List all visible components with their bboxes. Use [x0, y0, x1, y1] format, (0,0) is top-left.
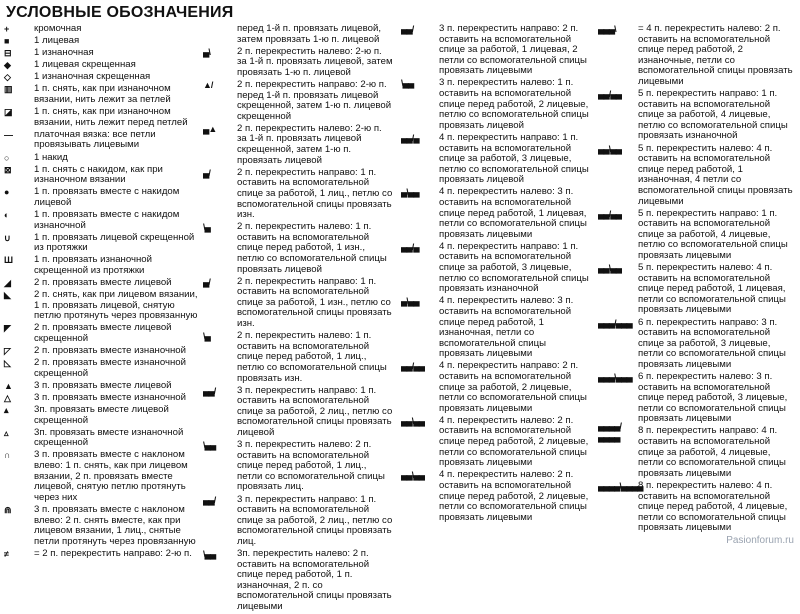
legend-text: 2 п. перекрестить направо: 1 п. оставить на вспомогательной спице за работой, 1 лиц., петлю со вспомогательной спицы провязать изн. [237, 166, 393, 221]
legend-text: 8 п. перекрестить налево: 4 п. оставить на вспомогательной спице перед работой, 4 лицевые, петли со вспомогательной спицы провязать лицевыми [638, 479, 788, 534]
legend-text: 1 изнаночная скрещенная [34, 71, 151, 83]
legend-entry [4, 48, 198, 59]
cable-6-right-icon: ▄▄▄/▄▄▄ [598, 317, 632, 328]
legend-entry [4, 84, 198, 105]
legend-column-3 [401, 24, 591, 525]
cable-5-right-b-icon: ▄▄/▄▄ [598, 208, 622, 219]
cable-5-left-icon: ▄▄\▄▄ [598, 143, 622, 154]
legend-text: 3 п. перекрестить налево: 2 п. оставить на вспомогательной спице перед работой, 1 лиц., петли со вспомогательной спицы провязать лиц. [237, 439, 385, 493]
legend-entry [203, 24, 393, 45]
legend-entry [598, 318, 796, 371]
u-icon: ∪ [4, 232, 10, 243]
watermark: Pasionforum.ru [726, 535, 794, 546]
legend-text: 1 п. провязать вместе с накидом лицевой [34, 186, 180, 208]
cable-4-right-c-icon: ▄▄/▄▄ [401, 361, 425, 372]
legend-text: 2 п. перекрестить налево: 2-ю п. за 1-й п. провязать лицевой, затем провязать 1-ю п. лицевой [237, 45, 393, 78]
legend-text: 6 п. перекрестить направо: 3 п. оставить на вспомогательной спице за работой, 3 лицевые, петли со вспомогательной спицы провязать лицевыми [638, 316, 786, 370]
cable-4-right-b-icon: ▄▄/▄ [401, 241, 419, 252]
legend-text: 2 п. перекрестить направо: 1 п. оставить на вспомогательной спице за работой, 1 изн., петлю со вспомогательной спицы провязать изн. [237, 275, 392, 330]
legend-text: 3 п. перекрестить направо: 2 п. оставить на вспомогательной спице за работой, 1 лицевая, 2 петли со вспомогательной спицы провязать лицевыми [439, 23, 587, 77]
cable-4-left-d-icon: ▄▄\▄▄ [401, 470, 425, 481]
legend-entry [203, 47, 393, 79]
legend-entry [203, 495, 393, 548]
cable-3-right-b-icon: ▄▄/ [203, 494, 216, 505]
legend-entry [4, 233, 198, 254]
arch-bar-icon: ⋒ [4, 504, 11, 515]
legend-text: 4 п. перекрестить налево: 3 п. оставить на вспомогательной спице перед работой, 1 лицевая, петли со вспомогательной спицы провязать лицевыми [439, 186, 587, 240]
cable-2-right-cross-icon: ▲/ [203, 79, 213, 90]
legend-entry [4, 450, 198, 503]
legend-text: 3 п. провязать вместе изнаночной [34, 392, 186, 403]
legend-text: 3 п. перекрестить налево: 1 п. оставить на вспомогательной спице перед работой, 2 лицевые, петлю со вспомогательной спицы провязать лицевой [439, 77, 589, 131]
legend-text: 2 п. провязать вместе лицевой скрещенной [34, 322, 172, 345]
cable-3-left-b-icon: \▄▄ [203, 549, 216, 559]
legend-text: 4 п. перекрестить направо: 2 п. оставить на вспомогательной спице за работой, 2 лицевые, петли со вспомогательной спицы провязать лицевыми [439, 360, 587, 414]
legend-text: 1 изнаночная [34, 47, 94, 59]
legend-entry [598, 372, 796, 425]
legend-text: 3 п. провязать вместе с наклоном влево: 1 п. снять, как при лицевом вязании, 2 п. провязать вместе лицевой, снятую петлю протянуть через них [34, 449, 188, 503]
legend-entry [203, 222, 393, 275]
cable-3-left-c-icon: \▄▄ [401, 78, 414, 89]
right-triangle-icon: ◢ [4, 278, 10, 289]
legend-entry [4, 428, 198, 449]
legend-text: платочная вязка: все петли провязывать лицевыми [34, 128, 156, 151]
cable-5-right-icon: ▄▄/▄▄ [598, 89, 622, 100]
cable-2-left-b-icon: \▄ [203, 331, 210, 342]
legend-entry [203, 331, 393, 384]
legend-text: 5 п. перекрестить направо: 1 п. оставить на вспомогательной спице за работой, 4 лицевые, петлю со вспомогательной спицы провязать изнаночной [638, 88, 788, 142]
triangle-bar-icon: ▵ [4, 427, 8, 438]
legend-entry [4, 210, 198, 231]
legend-entry [4, 165, 198, 186]
left-triangle-outline-icon: ◺ [4, 358, 10, 369]
legend-text: 2 п. перекрестить налево: 2-ю п. за 1-й п. провязать лицевой скрещенной, затем 1-ю п. провязать лицевой [237, 122, 382, 166]
cable-8-right-icon: ▄▄▄▄/▄▄▄▄ [598, 421, 622, 442]
legend-entry [4, 107, 198, 128]
legend-column-4 [598, 24, 796, 535]
legend-entry [401, 296, 591, 360]
diamond-icon: ◆ [4, 60, 10, 71]
legend-entry [4, 405, 198, 426]
legend-entry [4, 187, 198, 208]
right-triangle-outline-icon: ◸ [4, 346, 10, 357]
legend-entry [4, 393, 198, 404]
legend-entry [4, 381, 198, 392]
legend-text: 1 накид [34, 151, 68, 163]
legend-text: 2 п. снять, как при лицевом вязании, 1 п. провязать лицевой, снятую петлю протянуть через провязанную [34, 289, 198, 322]
legend-entry [598, 481, 796, 534]
legend-entry [598, 209, 796, 262]
legend-entry [598, 263, 796, 316]
cable-4-left-c-icon: ▄▄\▄▄ [401, 415, 425, 426]
cable-8-left-icon: ▄▄▄▄\▄▄▄▄ [598, 480, 643, 491]
cable-2-left-purl-icon: \▄ [203, 222, 210, 233]
legend-entry [4, 130, 198, 151]
legend-text: 1 п. провязать вместе с накидом изнаночной [34, 209, 180, 231]
square-dash-icon: ⊟ [4, 48, 11, 59]
legend-text: 3п. перекрестить налево: 2 п. оставить на вспомогательной спице перед работой, 1 п. изнаночная, 2 п. со вспомогательной спицы провязать лицевыми [237, 548, 392, 612]
trident-icon: Ш [4, 255, 13, 266]
legend-text: 6 п. перекрестить налево: 3 п. оставить на вспомогательной спице перед работой, 3 лицевые, петли со вспомогательной спицы провязать лицевыми [638, 371, 788, 425]
legend-entry [4, 72, 198, 83]
legend-entry [4, 255, 198, 276]
half-circle-icon: ◐ [4, 210, 9, 220]
legend-entry [4, 290, 198, 322]
square-bar-icon: ▥ [4, 84, 12, 95]
cable-4-left-b-icon: ▄\▄▄ [401, 296, 419, 307]
legend-text: 1 лицевая [34, 35, 80, 47]
legend-text: кромочная [34, 23, 82, 34]
legend-text: 1 п. провязать лицевой скрещенной из протяжки [34, 231, 195, 254]
triangle-outline-icon: △ [4, 393, 10, 403]
legend-entry [401, 24, 591, 77]
legend-text: 4 п. перекрестить налево: 3 п. оставить на вспомогательной спице перед работой, 1 изнаночная, петли со вспомогательной спицы провязать лицевыми [439, 295, 574, 360]
dash-icon: — [4, 129, 12, 140]
cable-4-left-e-icon: ▄▄▄\ [598, 24, 616, 34]
square-slash-icon: ◪ [4, 107, 12, 118]
legend-text: 5 п. перекрестить налево: 4 п. оставить на вспомогательной спице перед работой, 1 изнаночная, 4 петли со вспомогательной спицы провязать лицевыми [638, 142, 793, 207]
legend-text: 2 п. перекрестить направо: 2-ю п. перед 1-й п. провязать лицевой скрещенной, затем 1-ю п. лицевой скрещенной [237, 78, 392, 122]
legend-text: 3 п. перекрестить направо: 1 п. оставить на вспомогательной спице за работой, 2 лиц., петлю со вспомогательной спицы провязать лицевой [237, 384, 393, 438]
legend-entry [598, 24, 796, 88]
legend-entry [401, 470, 591, 523]
legend-entry [4, 323, 198, 344]
legend-entry [4, 36, 198, 47]
diamond-outline-icon: ◇ [4, 72, 10, 83]
legend-entry [4, 549, 198, 560]
legend-text: 3 п. провязать вместе с наклоном влево: 2 п. снять вместе, как при лицевом вязании, 1 лиц., снятые петли протянуть через провязанную [34, 503, 196, 547]
left-triangle-icon: ◣ [4, 290, 10, 301]
cable-3-left-icon: \▄▄ [203, 440, 216, 451]
legend-entry [203, 440, 393, 493]
legend-text: 4 п. перекрестить налево: 2 п. оставить на вспомогательной спице перед работой, 2 лицевые, петли со вспомогательной спицы провязать лицевыми [439, 469, 589, 523]
legend-text: 4 п. перекрестить направо: 1 п. оставить на вспомогательной спице за работой, 3 лицевые, петлю со вспомогательной спицы провязать лицевой [439, 131, 589, 186]
legend-entry [203, 386, 393, 439]
legend-entry [203, 549, 393, 613]
legend-entry [401, 133, 591, 186]
cable-2-right-b-icon: ▄/ [203, 276, 210, 287]
cable-2-icon: ≠ [4, 548, 8, 559]
legend-text: 4 п. перекрестить направо: 1 п. оставить на вспомогательной спице за работой, 3 лицевые, петлю со вспомогательной спицы провязать изнаночной [439, 240, 589, 295]
cable-4-left-icon: ▄\▄▄ [401, 187, 419, 198]
legend-entry [4, 278, 198, 289]
legend-text: 5 п. перекрестить направо: 1 п. оставить на вспомогательной спице за работой, 4 лицевые, петлю со вспомогательной спицы провязать лицевыми [638, 207, 788, 261]
legend-text: 3п. провязать вместе изнаночной скрещенной [34, 426, 184, 449]
cable-2-right-purl-icon: ▄/ [203, 167, 210, 178]
legend-text: 3п. провязать вместе лицевой скрещенной [34, 404, 169, 426]
legend-text: 1 п. снять с накидом, как при изнаночном вязании [34, 163, 163, 186]
legend-entry [401, 78, 591, 131]
legend-entry [4, 24, 198, 35]
cable-2-left-cross-icon: ▄▲ [203, 123, 217, 134]
legend-text: 1 п. провязать изнаночной скрещенной из протяжки [34, 254, 152, 276]
cable-5-left-b-icon: ▄▄\▄▄ [598, 263, 622, 274]
legend-text: = 4 п. перекрестить налево: 2 п. оставить на вспомогательной спице перед работой, 2 изнаночные, петли со вспомогательной спицы провязать лицевыми [638, 23, 793, 87]
cable-4-right-icon: ▄▄/▄ [401, 132, 419, 143]
arch-icon: ∩ [4, 450, 10, 461]
legend-text: 5 п. перекрестить налево: 4 п. оставить на вспомогательной спице перед работой, 1 лицевая, петли со вспомогательной спицы провязать лицевыми [638, 262, 786, 316]
legend-entry [4, 153, 198, 164]
legend-text: 3 п. провязать вместе лицевой [34, 379, 172, 391]
legend-entry [598, 144, 796, 208]
triangle-icon: ▲ [4, 380, 12, 391]
legend-text: 8 п. перекрестить направо: 4 п. оставить на вспомогательной спице за работой, 4 лицевые, петли со вспомогательной спицы провязать лицевыми [638, 425, 786, 479]
cable-3-right-c-icon: ▄▄/ [401, 24, 414, 34]
legend-text: 1 лицевая скрещенная [34, 59, 136, 71]
legend-text: 2 п. перекрестить налево: 1 п. оставить на вспомогательной спице перед работой, 1 изн., петлю со вспомогательной спицы провязать лицевой [237, 221, 387, 275]
cable-6-left-icon: ▄▄▄\▄▄▄ [598, 372, 632, 382]
legend-text: 4 п. перекрестить налево: 2 п. оставить на вспомогательной спице перед работой, 2 лицевые, петли со вспомогательной спицы провязать лицевыми [439, 414, 589, 469]
triangle-dot-icon: ▴ [4, 405, 8, 416]
legend-symbol [203, 24, 237, 35]
plus-icon: + [4, 24, 9, 34]
legend-entry [203, 80, 393, 122]
cable-2-left-icon: ▄\ [203, 46, 210, 57]
legend-text: 2 п. провязать вместе изнаночной скрещенной [34, 357, 186, 379]
legend-text: 2 п. перекрестить налево: 1 п. оставить на вспомогательной спице перед работой, 1 лиц., петлю со вспомогательной спицы провязать изн. [237, 330, 387, 384]
cable-3-right-icon: ▄▄/ [203, 385, 216, 396]
legend-entry [203, 277, 393, 330]
legend-entry [203, 124, 393, 166]
legend-entry [401, 361, 591, 414]
legend-entry [4, 505, 198, 547]
filled-square-icon: ■ [4, 36, 9, 47]
page-title: УСЛОВНЫЕ ОБОЗНАЧЕНИЯ [6, 4, 234, 21]
legend-entry [203, 168, 393, 221]
legend-entry [4, 60, 198, 71]
crossed-square-icon: ⊠ [4, 164, 11, 175]
legend-entry [598, 89, 796, 142]
right-triangle-dot-icon: ◤ [4, 323, 10, 334]
dot-circle-icon: ● [4, 187, 9, 198]
circle-icon: ○ [4, 152, 9, 163]
legend-entry [401, 187, 591, 240]
legend-entry [598, 421, 796, 479]
legend-text: 2 п. провязать вместе лицевой [34, 277, 172, 289]
legend-text: 2 п. провязать вместе изнаночной [34, 345, 186, 357]
legend-entry [401, 416, 591, 469]
legend-column-2 [203, 24, 393, 614]
legend-text: 1 п. снять, как при изнаночном вязании, нить лежит перед петлей [34, 106, 188, 128]
legend-column-1 [4, 24, 198, 561]
legend-text: 3 п. перекрестить направо: 1 п. оставить на вспомогательной спице за работой, 2 лиц., петлю со вспомогательной спицы провязать лиц. [237, 493, 393, 547]
legend-entry [4, 346, 198, 357]
legend-text: = 2 п. перекрестить направо: 2-ю п. [34, 547, 192, 559]
legend-entry [4, 358, 198, 379]
legend-entry [401, 242, 591, 295]
legend-text: 1 п. снять, как при изнаночном вязании, нить лежит за петлей [34, 83, 171, 106]
legend-text: перед 1-й п. провязать лицевой, затем провязать 1-ю п. лицевой [237, 23, 381, 45]
